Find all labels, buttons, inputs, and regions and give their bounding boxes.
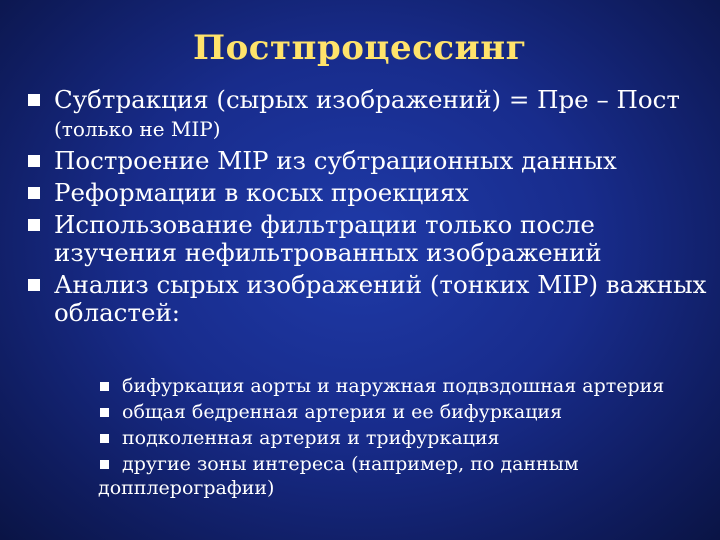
sub-bullet-item-1 [98, 374, 698, 398]
square-bullet-icon [28, 279, 40, 291]
square-bullet-icon [28, 187, 40, 199]
bullet-text: Реформации в косых проекциях [54, 178, 469, 207]
bullet-text: Использование фильтрации только после изучения нефильтрованных изображений [54, 210, 602, 267]
bullet-item-1 [22, 86, 712, 143]
bullet-text: Субтракция (сырых изображений) = Пре – Пост [54, 85, 680, 114]
sub-bullet-item-4 [98, 452, 698, 500]
slide-title: Постпроцессинг [193, 28, 527, 68]
bullet-item-4 [22, 211, 712, 267]
bullet-list [22, 86, 712, 331]
sub-bullet-text: другие зоны интереса (например, по данным допплерографии) [98, 453, 579, 499]
bullet-text: Построение MIP из субтрационных данных [54, 146, 617, 175]
sub-bullet-text: бифуркация аорты и наружная подвздошная артерия [122, 375, 665, 397]
sub-bullet-list [98, 374, 698, 502]
sub-bullet-text: общая бедренная артерия и ее бифуркация [122, 401, 563, 423]
bullet-note: (только не MIP) [54, 117, 221, 141]
square-bullet-icon [100, 408, 109, 417]
square-bullet-icon [28, 219, 40, 231]
sub-bullet-text: подколенная артерия и трифуркация [122, 427, 500, 449]
square-bullet-icon [28, 155, 40, 167]
bullet-item-5 [22, 271, 712, 327]
square-bullet-icon [100, 434, 109, 443]
bullet-item-3 [22, 179, 712, 207]
bullet-text: Анализ сырых изображений (тонких MIP) важных областей: [54, 270, 707, 327]
square-bullet-icon [100, 382, 109, 391]
square-bullet-icon [100, 460, 109, 469]
sub-bullet-item-2 [98, 400, 698, 424]
sub-bullet-item-3 [98, 426, 698, 450]
bullet-item-2 [22, 147, 712, 175]
square-bullet-icon [28, 94, 40, 106]
